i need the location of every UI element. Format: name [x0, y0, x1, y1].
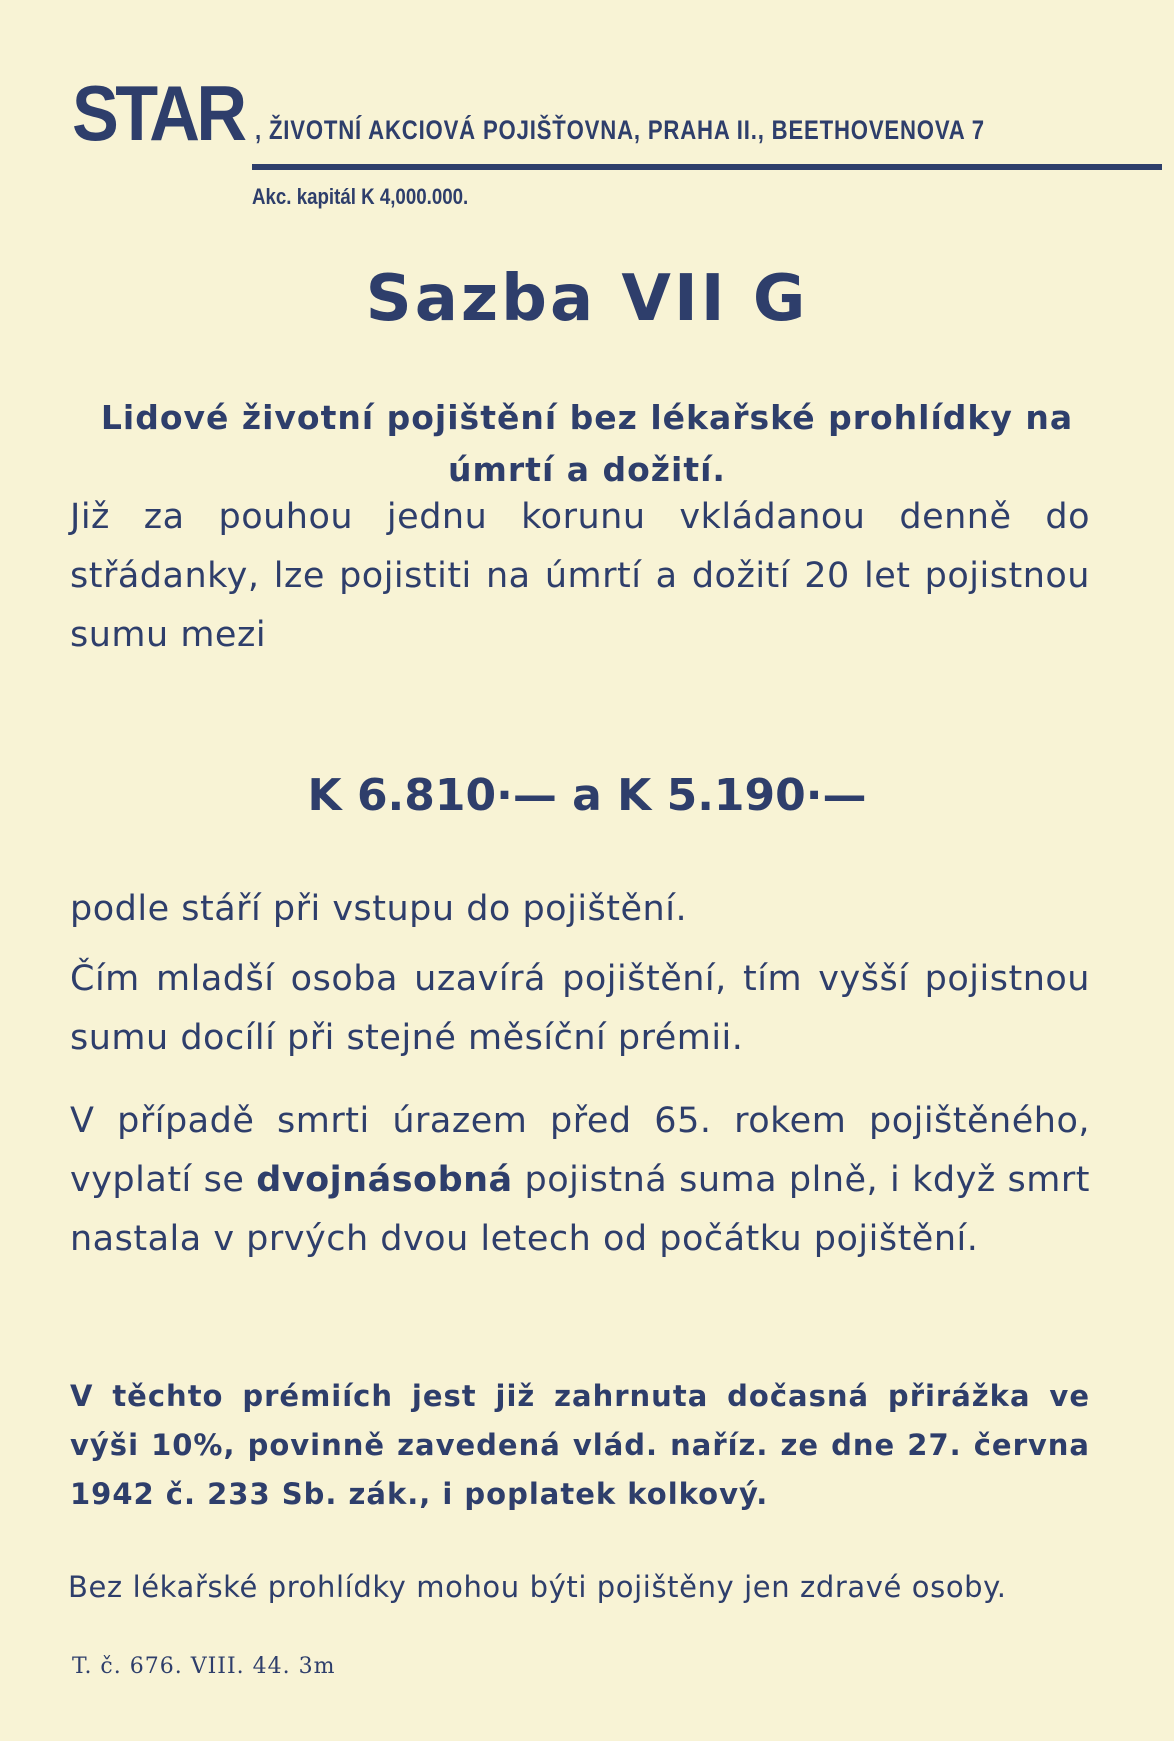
- accident-text-start: V případě smrti úrazem před 65. rokem pojištěného, vyplatí se: [70, 1101, 1090, 1200]
- letterhead: [72, 69, 1092, 209]
- page-title: Sazba VII G: [365, 262, 809, 336]
- premium-surcharge-notice: V těchto prémiích jest již zahrnuta dočasná přirážka ve výši 10%, povinně zavedená vlád. naříz. ze dne 27. června 1942 č. 233 Sb. zák., i poplatek kolkový.: [70, 1379, 1090, 1511]
- accident-double-amount: dvojnásobná: [256, 1160, 513, 1200]
- letterhead-rule: [252, 164, 1162, 170]
- accident-paragraph: [70, 1092, 1090, 1269]
- age-paragraph: podle stáří při vstupu do pojištění.: [70, 889, 688, 929]
- letterhead-row: [72, 69, 1092, 157]
- share-capital: Akc. kapitál K 4,000.000.: [252, 184, 469, 209]
- accident-text-end: pojistná suma plně, i když smrt nastala v prvých dvou letech od počátku pojištění.: [70, 1160, 1091, 1259]
- health-requirement-note: Bez lékařské prohlídky mohou býti pojištěny jen zdravé osoby.: [68, 1570, 1007, 1604]
- insured-sum-range: K 6.810·— a K 5.190·—: [307, 770, 867, 821]
- younger-person-paragraph: Čím mladší osoba uzavírá pojištění, tím vyšší pojistnou sumu docílí při stejné měsíční prémii.: [70, 959, 1090, 1058]
- company-logo: STAR: [72, 69, 244, 157]
- page-subtitle: Lidové životní pojištění bez lékařské prohlídky na úmrtí a dožití.: [100, 398, 1074, 489]
- company-address: , ŽIVOTNÍ AKCIOVÁ POJIŠŤOVNA, PRAHA II., BEETHOVENOVA 7: [254, 115, 985, 145]
- print-code: T. č. 676. VIII. 44. 3m: [72, 1654, 336, 1679]
- intro-paragraph: Již za pouhou jednu korunu vkládanou denně do střádanky, lze pojistiti na úmrtí a dožití 20 let pojistnou sumu mezi: [70, 497, 1090, 655]
